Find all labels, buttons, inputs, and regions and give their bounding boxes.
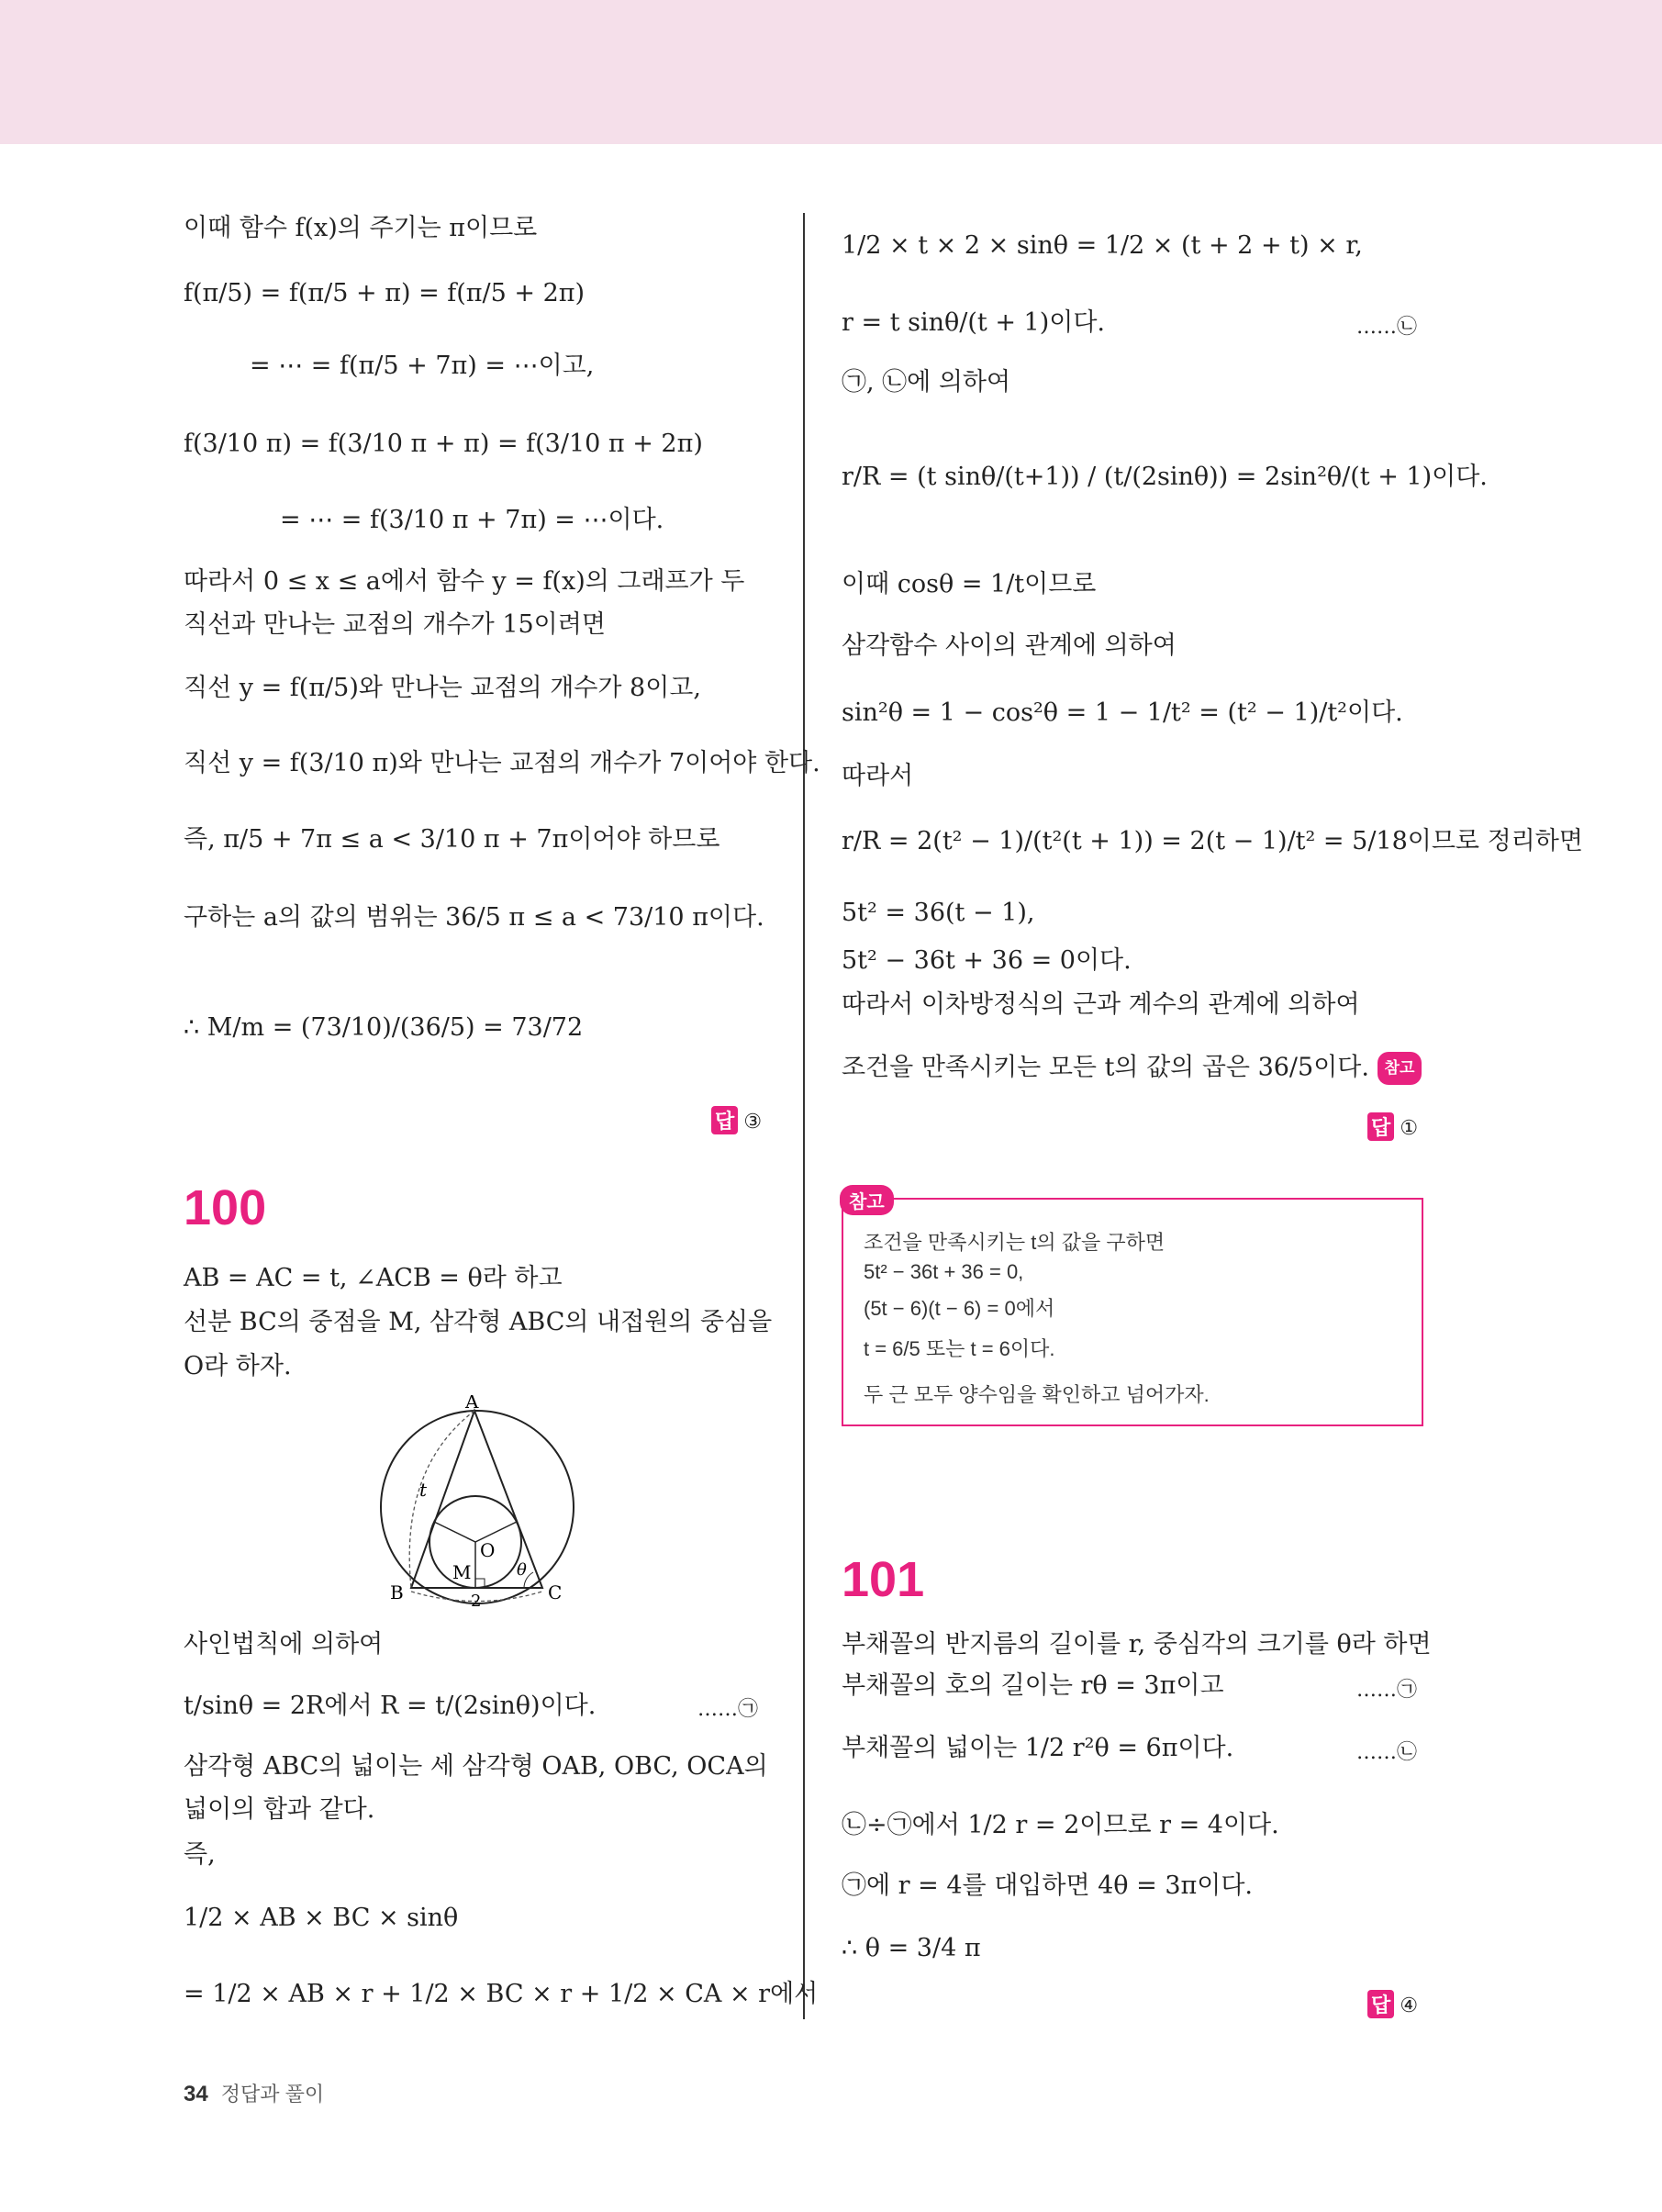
p100-line-10: = 1/2 × AB × r + 1/2 × BC × r + 1/2 × CA × r에서 [184,1980,819,2008]
right-line-13 [842,1052,1422,1085]
answer-label: 답 [1367,1112,1394,1141]
radius-left [434,1522,475,1542]
footer-title: 정답과 풀이 [220,2083,325,2106]
p100-line-8: 즉, [184,1840,216,1869]
right-line-9: r/R = 2(t² − 1)/(t²(t + 1)) = 2(t − 1)/t² = 5/18이므로 정리하면 [842,827,1583,855]
right-line-12: 따라서 이차방정식의 근과 계수의 관계에 의하여 [842,990,1360,1019]
right-line-13-text: 조건을 만족시키는 모든 t의 값의 곱은 36/5이다. [842,1053,1369,1082]
p100-line-7: 넓이의 합과 같다. [184,1795,375,1824]
answer-label: 답 [1367,1990,1394,2018]
answer-label: 답 [711,1106,738,1134]
answer-99 [711,1106,762,1134]
left-line-12: ∴ M/m = (73/10)/(36/5) = 73/72 [184,1013,584,1042]
label-o: O [480,1539,496,1561]
mark-nieun-100: ……㉡ [1356,316,1418,339]
note-tag: 참고 [840,1185,894,1215]
page-footer [184,2079,324,2107]
left-line-2: f(π/5) = f(π/5 + π) = f(π/5 + 2π) [184,279,586,307]
p100-line-5: t/sinθ = 2R에서 R = t/(2sinθ)이다. [184,1692,597,1720]
p101-line-5: ㉠에 r = 4를 대입하면 4θ = 3π이다. [842,1871,1254,1900]
left-line-10: 즉, π/5 + 7π ≤ a < 3/10 π + 7π이어야 하므로 [184,825,720,854]
column-divider [803,213,805,2019]
right-line-1: 1/2 × t × 2 × sinθ = 1/2 × (t + 2 + t) × r, [842,231,1363,260]
page-number: 34 [184,2082,208,2106]
left-line-9: 직선 y = f(3/10 π)와 만나는 교점의 개수가 7이어야 한다. [184,749,820,777]
left-line-3: = ⋯ = f(π/5 + 7π) = ⋯이고, [250,352,595,380]
p101-line-2: 부채꼴의 호의 길이는 rθ = 3π이고 [842,1671,1224,1700]
chamgo-badge: 참고 [1378,1052,1422,1085]
problem-100-title: 100 [184,1180,267,1235]
p100-line-6: 삼각형 ABC의 넓이는 세 삼각형 OAB, OBC, OCA의 [184,1752,768,1781]
note-line-3: (5t − 6)(t − 6) = 0에서 [864,1297,1055,1320]
label-t: t [419,1479,428,1501]
label-m: M [452,1561,472,1583]
note-line-4: t = 6/5 또는 t = 6이다. [864,1337,1055,1360]
p101-line-6: ∴ θ = 3/4 π [842,1934,981,1962]
left-line-6: 따라서 0 ≤ x ≤ a에서 함수 y = f(x)의 그래프가 두 [184,567,745,596]
label-two: 2 [471,1592,482,1611]
label-c: C [548,1581,563,1603]
p101-line-3: 부채꼴의 넓이는 1/2 r²θ = 6π이다. [842,1734,1234,1762]
right-line-6: 삼각함수 사이의 관계에 의하여 [842,631,1177,660]
right-line-10: 5t² = 36(t − 1), [842,899,1035,927]
left-line-5: = ⋯ = f(3/10 π + 7π) = ⋯이다. [280,506,664,534]
p100-line-9: 1/2 × AB × BC × sinθ [184,1904,459,1932]
p100-line-2: 선분 BC의 중점을 M, 삼각형 ABC의 내접원의 중심을 [184,1308,773,1336]
note-line-5: 두 근 모두 양수임을 확인하고 넘어가자. [864,1383,1210,1406]
p100-line-1: AB = AC = t, ∠ACB = θ라 하고 [184,1264,563,1292]
left-line-4: f(3/10 π) = f(3/10 π + π) = f(3/10 π + 2π) [184,430,703,458]
left-line-8: 직선 y = f(π/5)와 만나는 교점의 개수가 8이고, [184,674,701,702]
right-line-11: 5t² − 36t + 36 = 0이다. [842,946,1132,975]
right-line-7: sin²θ = 1 − cos²θ = 1 − 1/t² = (t² − 1)/t²이다. [842,698,1403,727]
mark-giyeok-100: ……㉠ [697,1698,759,1721]
note-line-1: 조건을 만족시키는 t의 값을 구하면 [864,1231,1166,1254]
header-band [0,0,1662,144]
answer-value: ③ [743,1110,763,1133]
right-line-2: r = t sinθ/(t + 1)이다. [842,308,1105,337]
p100-line-4: 사인법칙에 의하여 [184,1630,384,1659]
triangle-incircle-figure [372,1395,583,1611]
label-a: A [465,1395,479,1413]
left-line-1: 이때 함수 f(x)의 주기는 π이므로 [184,214,538,242]
note-line-2: 5t² − 36t + 36 = 0, [864,1260,1024,1283]
right-line-3: ㉠, ㉡에 의하여 [842,368,1011,397]
mark-nieun-101: ……㉡ [1356,1741,1418,1764]
label-theta: θ [517,1560,527,1580]
label-b: B [390,1581,404,1603]
note-box [842,1192,1423,1426]
right-line-4: r/R = (t sinθ/(t+1)) / (t/(2sinθ)) = 2sin²θ/(t + 1)이다. [842,463,1488,491]
mark-giyeok-101: ……㉠ [1356,1679,1418,1702]
p100-line-3: O라 하자. [184,1352,292,1380]
answer-value: ④ [1400,1994,1419,2016]
p101-line-4: ㉡÷㉠에서 1/2 r = 2이므로 r = 4이다. [842,1811,1279,1839]
right-line-5: 이때 cosθ = 1/t이므로 [842,570,1097,598]
problem-101-title: 101 [842,1552,925,1607]
answer-101 [1367,1990,1418,2018]
answer-value: ① [1400,1116,1419,1139]
left-line-7: 직선과 만나는 교점의 개수가 15이려면 [184,610,606,639]
p101-line-1: 부채꼴의 반지름의 길이를 r, 중심각의 크기를 θ라 하면 [842,1630,1432,1659]
answer-100 [1367,1112,1418,1141]
circumcircle [381,1411,574,1603]
right-line-8: 따라서 [842,762,914,790]
left-line-11: 구하는 a의 값의 범위는 36/5 π ≤ a < 73/10 π이다. [184,903,764,932]
